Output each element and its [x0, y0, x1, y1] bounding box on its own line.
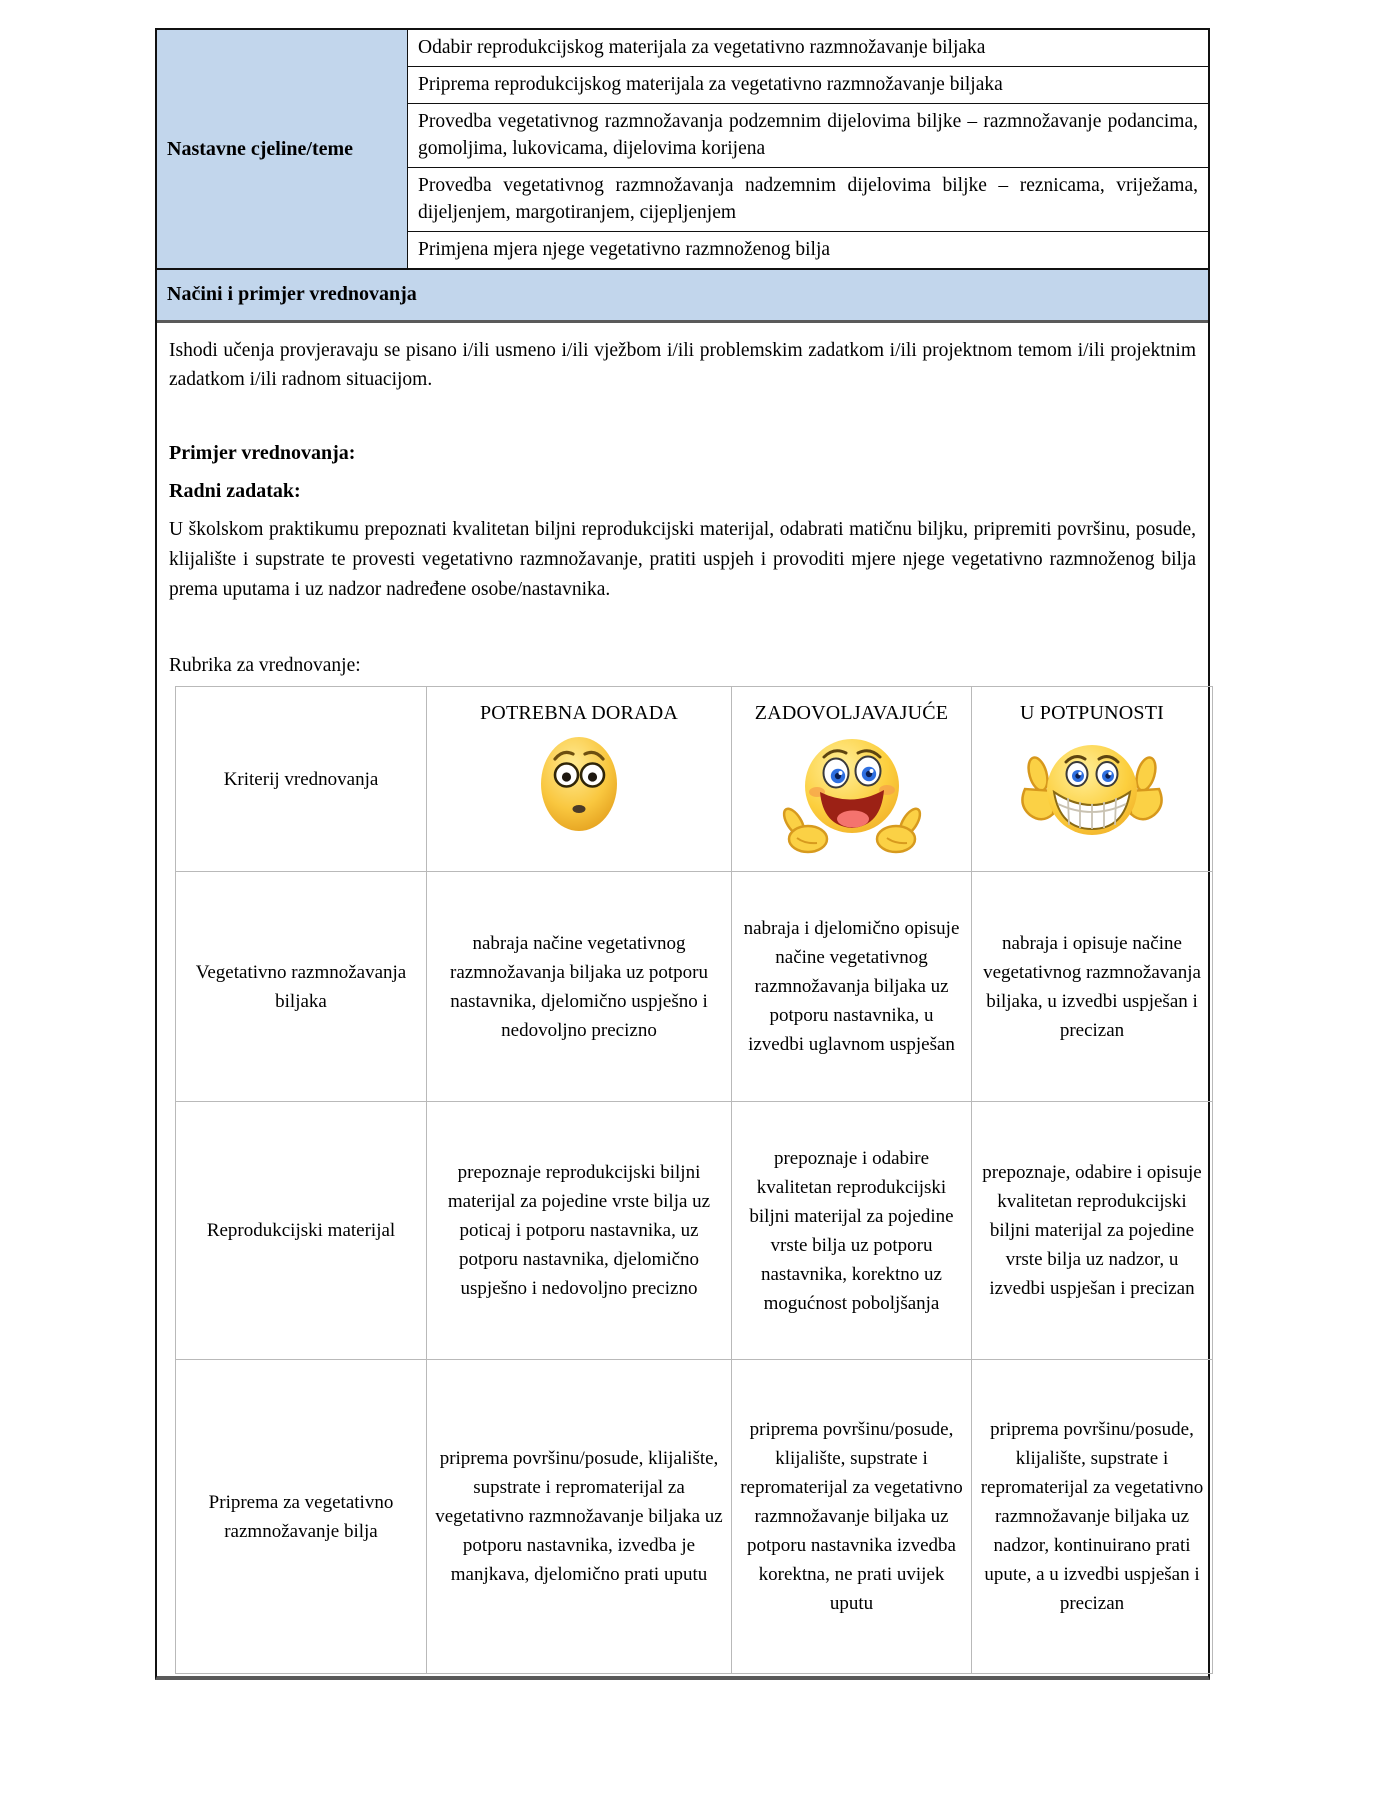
rubric-criteria-header-cell: Kriterij vrednovanja — [176, 687, 427, 872]
double-thumbs-up-smiley-emoji-icon — [1017, 732, 1167, 857]
thumbs-up-smiley-emoji-icon — [777, 732, 927, 865]
rubric-row-vegetativno — [176, 872, 1213, 1102]
flushed-face-emoji-icon — [534, 732, 624, 843]
rubric-cell: prepoznaje, odabire i opisuje kvalitetan reprodukcijski biljni materijal za pojedine vrste bilja uz nadzor, u izvedbi uspješan i precizan — [972, 1102, 1213, 1360]
document-outer-table — [155, 28, 1210, 1680]
rubric-level-label: U POTPUNOSTI — [1019, 702, 1165, 724]
rubric-table — [175, 686, 1213, 1674]
rubric-cell: nabraja i opisuje načine vegetativnog razmnožavanja biljaka, u izvedbi uspješan i precizan — [972, 872, 1213, 1102]
rubric-level-label: POTREBNA DORADA — [479, 702, 679, 724]
curriculum-item: Primjena mjera njege vegetativno razmnoženog bilja — [418, 239, 831, 260]
evaluation-intro-paragraph: Ishodi učenja provjeravaju se pisano i/ili usmeno i/ili vježbom i/ili problemskim zadatkom i/ili projektnom temom i/ili projektnim zadatkom i/ili radnom situacijom. — [169, 340, 1196, 390]
rubric-cell: prepoznaje reprodukcijski biljni materijal za pojedine vrste bilja uz poticaj i potporu nastavnika, uz potporu nastavnika, djelomično uspješno i nedovoljno precizno — [427, 1102, 732, 1360]
curriculum-item: Provedba vegetativnog razmnožavanja podzemnim dijelovima biljke – razmnožavanje podancima, gomoljima, lukovicama, dijelovima korijena — [408, 104, 1208, 168]
curriculum-table — [157, 30, 1208, 270]
rubric-level-header-zadovoljavajuce — [732, 687, 972, 872]
rubric-criterion-cell: Priprema za vegetativno razmnožavanje bilja — [176, 1360, 427, 1674]
rubric-cell: nabraja i djelomično opisuje načine vegetativnog razmnožavanja biljaka uz potporu nastavnika, u izvedbi uglavnom uspješan — [732, 872, 972, 1102]
rubric-header-row — [176, 687, 1213, 872]
curriculum-header-cell — [157, 30, 408, 268]
rubric-cell: priprema površinu/posude, klijalište, supstrate i repromaterijal za vegetativno razmnožavanje biljaka uz nadzor, kontinuirano prati upute, a u izvedbi uspješan i precizan — [972, 1360, 1213, 1674]
rubric-row-reprodukcijski — [176, 1102, 1213, 1360]
rubric-row-priprema — [176, 1360, 1213, 1674]
evaluation-content-cell — [157, 336, 1208, 1676]
rubric-heading: Rubrika za vrednovanje: — [169, 655, 361, 676]
rubric-criterion-cell: Reprodukcijski materijal — [176, 1102, 427, 1360]
rubric-level-label: ZADOVOLJAVAJUĆE — [754, 702, 949, 724]
curriculum-item: Priprema reprodukcijskog materijala za vegetativno razmnožavanje biljaka — [408, 67, 1208, 104]
rubric-cell: priprema površinu/posude, klijalište, supstrate i repromaterijal za vegetativno razmnožavanje biljaka uz potporu nastavnika izvedba korektna, ne prati uvijek uputu — [732, 1360, 972, 1674]
example-evaluation-heading: Primjer vrednovanja: — [169, 442, 356, 464]
curriculum-header-label: Nastavne cjeline/teme — [167, 137, 354, 160]
rubric-level-header-u-potpunosti — [972, 687, 1213, 872]
rubric-cell: nabraja načine vegetativnog razmnožavanja biljaka uz potporu nastavnika, djelomično uspješno i nedovoljno precizno — [427, 872, 732, 1102]
rubric-criterion-cell: Vegetativno razmnožavanja biljaka — [176, 872, 427, 1102]
rubric-level-header-potrebna-dorada — [427, 687, 732, 872]
rubric-cell: prepoznaje i odabire kvalitetan reprodukcijski biljni materijal za pojedine vrste bilja uz potporu nastavnika, korektno uz mogućnost poboljšanja — [732, 1102, 972, 1360]
work-task-paragraph: U školskom praktikumu prepoznati kvalitetan biljni reprodukcijski materijal, odabrati matičnu biljku, pripremiti površinu, posude, klijalište i supstrate te provesti vegetativno razmnožavanje, pratiti uspjeh i provoditi mjere njege vegetativno razmnoženog bilja prema uputama i uz nadzor nadređene osobe/nastavnika. — [169, 519, 1196, 600]
evaluation-section-header: Načini i primjer vrednovanja — [157, 270, 1208, 323]
rubric-cell: priprema površinu/posude, klijalište, supstrate i repromaterijal za vegetativno razmnožavanje biljaka uz potporu nastavnika, izvedba je manjkava, djelomično prati uputu — [427, 1360, 732, 1674]
curriculum-item: Provedba vegetativnog razmnožavanja nadzemnim dijelovima biljke – reznicama, vriježama, dijeljenjem, margotiranjem, cijepljenjem — [408, 168, 1208, 232]
work-task-heading: Radni zadatak: — [169, 480, 301, 502]
curriculum-item: Odabir reprodukcijskog materijala za vegetativno razmnožavanje biljaka — [408, 30, 1208, 67]
